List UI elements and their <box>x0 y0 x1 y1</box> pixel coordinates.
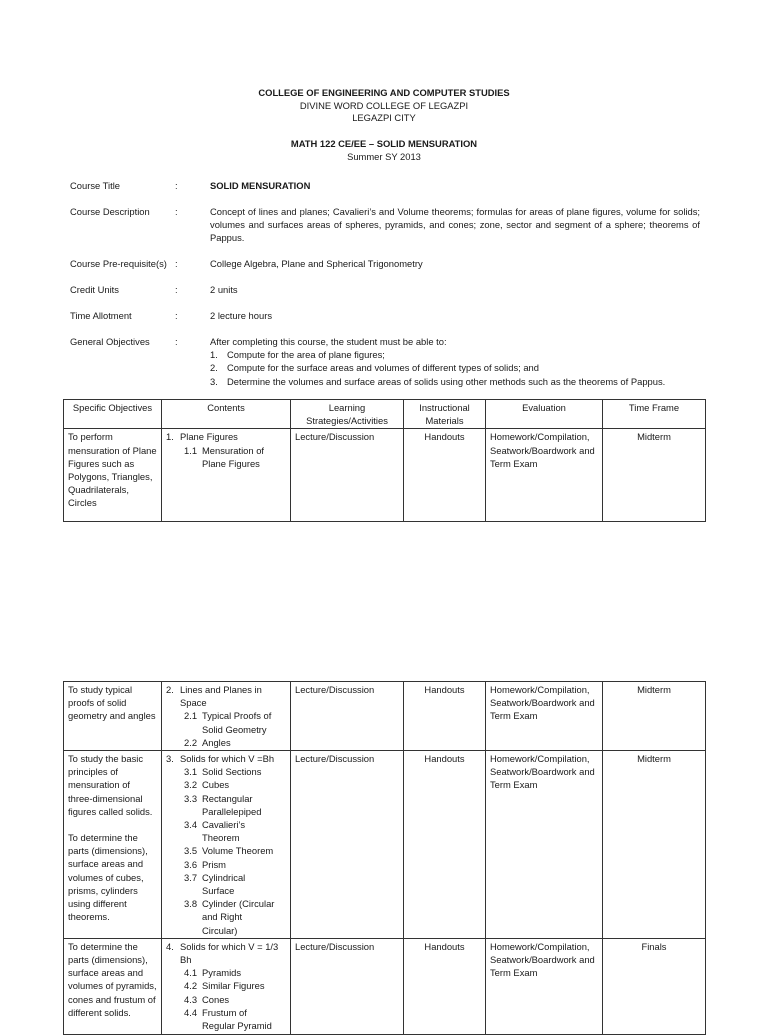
syllabus-table-top <box>63 399 706 522</box>
content-number: 4. <box>166 940 174 952</box>
contents-cell <box>162 429 291 522</box>
subitem-text: Cones <box>202 993 230 1005</box>
content-subitem <box>180 844 284 857</box>
subitem-text: Cubes <box>202 779 230 791</box>
list-item <box>210 361 700 374</box>
content-body <box>180 752 284 937</box>
content-topic: Plane Figures <box>180 431 238 443</box>
field-colon: : <box>175 180 178 191</box>
field-value: College Algebra, Plane and Spherical Trigonometry <box>210 258 423 269</box>
content-topic: Solids for which V =Bh <box>180 753 275 765</box>
subitem-number: 3.2 <box>184 779 198 791</box>
field-value: Concept of lines and planes; Cavalieri’s and Volume theorems; formulas for areas of plane figures, volume for solids; volumes and surfaces areas of spheres, pyramids, and cones; zone, sector and segment of a sphere; theorems of Pappus. <box>210 206 700 244</box>
subitem-number: 2.2 <box>184 736 198 748</box>
time-frame-cell: Finals <box>603 938 706 1034</box>
content-subitem <box>180 897 284 937</box>
objectives-intro: After completing this course, the student must be able to: <box>210 336 447 347</box>
time-frame-cell: Midterm <box>603 682 706 751</box>
subitem-number: 1.1 <box>184 444 198 456</box>
content-number: 1. <box>166 431 174 443</box>
content-topic: Solids for which V = 1/3 Bh <box>180 940 279 966</box>
table-row <box>64 938 706 1034</box>
time-frame-cell: Midterm <box>603 751 706 939</box>
list-text: Compute for the area of plane figures; <box>227 349 385 361</box>
subitem-text: Mensuration of Plane Figures <box>202 444 265 469</box>
evaluation-cell: Homework/Compilation, Seatwork/Boardwork and Term Exam <box>486 429 603 522</box>
list-text: Compute for the surface areas and volumes of different types of solids; and <box>227 362 539 374</box>
field-label: Time Allotment <box>70 310 132 321</box>
table-row <box>64 429 706 522</box>
course-term: Summer SY 2013 <box>347 150 421 162</box>
field-label: Course Pre-requisite(s) <box>70 258 167 269</box>
evaluation-cell: Homework/Compilation, Seatwork/Boardwork and Term Exam <box>486 751 603 939</box>
list-item <box>210 375 700 388</box>
materials-cell: Handouts <box>404 429 486 522</box>
content-topic: Lines and Planes in Space <box>180 684 262 709</box>
content-subitem <box>180 993 284 1006</box>
header-contents: Contents <box>162 400 291 429</box>
subitem-number: 3.5 <box>184 845 198 857</box>
objectives-list <box>210 348 700 388</box>
course-heading <box>0 138 768 163</box>
list-number: 3. <box>210 375 218 387</box>
content-subitem <box>180 778 284 791</box>
specific-objective-cell: To determine the parts (dimensions), surface areas and volumes of pyramids, cones and frustum of different solids. <box>64 938 162 1034</box>
field-colon: : <box>175 310 178 321</box>
content-subitem <box>180 871 284 897</box>
field-colon: : <box>175 206 178 217</box>
contents-cell <box>162 682 291 751</box>
field-value: SOLID MENSURATION <box>210 180 311 191</box>
subitem-number: 3.6 <box>184 858 198 870</box>
objective-paragraph: To determine the parts (dimensions), surface areas and volumes of cubes, prisms, cylinders using different theorems. <box>68 832 148 923</box>
course-code: MATH 122 CE/EE – SOLID MENSURATION <box>290 138 478 149</box>
objective-paragraph: To study the basic principles of mensuration of three-dimensional figures called solids. <box>68 753 153 817</box>
table-header-row <box>64 400 706 429</box>
field-colon: : <box>175 336 178 347</box>
learning-cell: Lecture/Discussion <box>291 682 404 751</box>
subitem-text: Angles <box>202 736 231 748</box>
content-subitem <box>180 979 284 992</box>
field-label: Course Title <box>70 180 121 191</box>
subitem-text: Volume Theorem <box>202 845 274 857</box>
field-value: 2 units <box>210 284 238 295</box>
content-body <box>180 683 284 749</box>
subitem-number: 3.8 <box>184 898 198 910</box>
list-text: Determine the volumes and surface areas of solids using other methods such as the theorems of Pappus. <box>227 375 666 387</box>
subitem-number: 2.1 <box>184 710 198 722</box>
subitem-text: Cylindrical Surface <box>202 871 246 897</box>
list-item <box>210 348 700 361</box>
subitem-text: Cavalieri’s Theorem <box>202 819 246 844</box>
field-colon: : <box>175 284 178 295</box>
header-instructional-materials: Instructional Materials <box>404 400 486 429</box>
list-number: 2. <box>210 362 218 374</box>
materials-cell: Handouts <box>404 751 486 939</box>
subitem-number: 3.7 <box>184 871 198 883</box>
subitem-text: Typical Proofs of Solid Geometry <box>202 710 272 735</box>
content-subitem <box>180 1006 284 1032</box>
evaluation-cell: Homework/Compilation, Seatwork/Boardwork and Term Exam <box>486 682 603 751</box>
field-label: General Objectives <box>70 336 150 347</box>
content-subitem <box>180 444 284 470</box>
school-name: DIVINE WORD COLLEGE OF LEGAZPI <box>299 99 469 111</box>
content-subitem <box>180 765 284 778</box>
learning-cell: Lecture/Discussion <box>291 429 404 522</box>
content-subitem <box>180 736 284 749</box>
subitem-number: 3.4 <box>184 819 198 831</box>
learning-cell: Lecture/Discussion <box>291 938 404 1034</box>
header-specific-objectives: Specific Objectives <box>64 400 162 429</box>
subitem-number: 4.2 <box>184 980 198 992</box>
subitem-number: 4.3 <box>184 993 198 1005</box>
document-header <box>0 87 768 125</box>
subitem-text: Frustum of Regular Pyramid <box>202 1006 272 1032</box>
materials-cell: Handouts <box>404 682 486 751</box>
subitem-text: Pyramids <box>202 967 242 979</box>
field-value <box>210 335 700 388</box>
table-row <box>64 682 706 751</box>
city-name: LEGAZPI CITY <box>352 112 416 123</box>
subitem-text: Similar Figures <box>202 980 265 992</box>
subitem-number: 4.4 <box>184 1006 198 1018</box>
college-name: COLLEGE OF ENGINEERING AND COMPUTER STUDIES <box>258 87 510 98</box>
evaluation-cell: Homework/Compilation, Seatwork/Boardwork and Term Exam <box>486 938 603 1034</box>
field-label: Credit Units <box>70 284 119 295</box>
content-number: 2. <box>166 684 174 695</box>
header-evaluation: Evaluation <box>486 400 603 429</box>
subitem-number: 3.1 <box>184 766 198 778</box>
contents-cell <box>162 751 291 939</box>
learning-cell: Lecture/Discussion <box>291 751 404 939</box>
content-subitem <box>180 818 284 844</box>
subitem-text: Solid Sections <box>202 766 262 778</box>
header-learning-strategies: Learning Strategies/Activities <box>291 400 404 429</box>
header-time-frame: Time Frame <box>603 400 706 429</box>
content-body <box>180 430 284 470</box>
syllabus-table-continued <box>63 681 706 1035</box>
content-subitem <box>180 792 284 818</box>
list-number: 1. <box>210 349 218 361</box>
specific-objective-cell: To study typical proofs of solid geometry and angles <box>64 682 162 751</box>
field-colon: : <box>175 258 178 269</box>
time-frame-cell: Midterm <box>603 429 706 522</box>
table-row <box>64 751 706 939</box>
specific-objective-cell: To perform mensuration of Plane Figures such as Polygons, Triangles, Quadrilaterals, Circles <box>64 429 162 522</box>
subitem-text: Prism <box>202 858 226 870</box>
contents-cell <box>162 938 291 1034</box>
content-subitem <box>180 966 284 979</box>
subitem-number: 3.3 <box>184 792 198 804</box>
materials-cell: Handouts <box>404 938 486 1034</box>
field-value: 2 lecture hours <box>210 310 273 321</box>
content-number: 3. <box>166 753 174 765</box>
subitem-text: Rectangular Parallelepiped <box>202 792 262 817</box>
specific-objective-cell <box>64 751 162 939</box>
subitem-text: Cylinder (Circular and Right Circular) <box>202 898 275 936</box>
content-subitem <box>180 858 284 871</box>
field-label: Course Description <box>70 206 150 217</box>
subitem-number: 4.1 <box>184 967 198 979</box>
content-subitem <box>180 709 284 735</box>
content-body <box>180 940 284 1032</box>
